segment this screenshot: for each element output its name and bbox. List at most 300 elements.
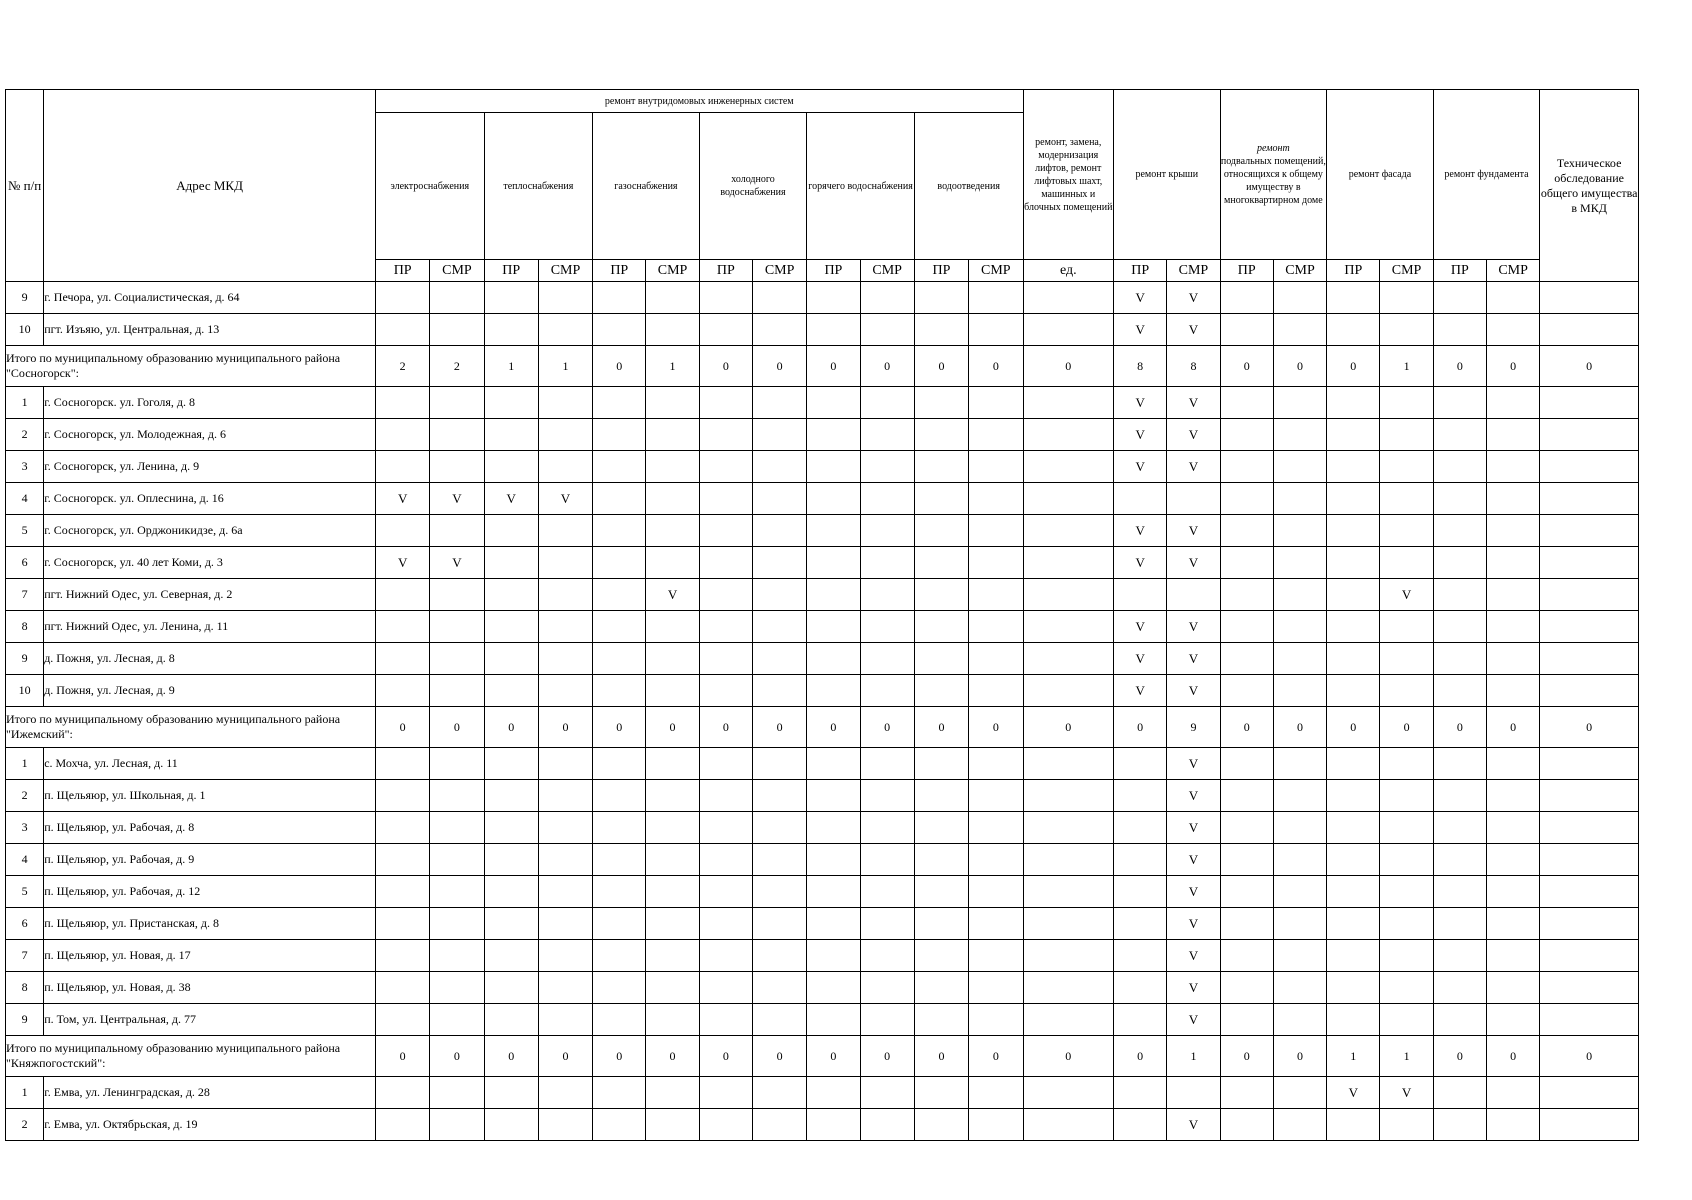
work-mark-cell xyxy=(752,1109,806,1141)
work-mark-cell xyxy=(538,579,592,611)
subtotal-value: 0 xyxy=(1023,1036,1113,1077)
work-mark-cell xyxy=(1486,579,1539,611)
work-mark-cell xyxy=(807,515,860,547)
work-mark-cell xyxy=(430,643,484,675)
work-mark-cell xyxy=(860,876,914,908)
work-mark-cell xyxy=(1380,780,1433,812)
work-mark-cell xyxy=(646,1077,699,1109)
work-mark-cell xyxy=(1114,1109,1167,1141)
work-mark-cell xyxy=(1220,387,1273,419)
subtotal-value: 0 xyxy=(699,346,752,387)
work-mark-cell xyxy=(1220,419,1273,451)
work-mark-cell xyxy=(914,515,968,547)
work-mark-cell xyxy=(538,547,592,579)
work-mark-cell: V xyxy=(1167,419,1220,451)
sub-header-gas: газоснабжения xyxy=(593,113,700,260)
work-mark-cell xyxy=(860,748,914,780)
work-mark-cell xyxy=(593,1077,646,1109)
work-mark-cell xyxy=(430,940,484,972)
subtotal-value: 0 xyxy=(699,1036,752,1077)
work-mark-cell xyxy=(1433,282,1486,314)
work-mark-cell xyxy=(1327,314,1380,346)
inspection-cell xyxy=(1540,483,1639,515)
work-mark-cell xyxy=(1220,515,1273,547)
unit-header-pr: ПР xyxy=(807,260,860,282)
work-mark-cell xyxy=(1486,1109,1539,1141)
sub-header-coldwater: холодного водоснабжения xyxy=(699,113,807,260)
work-mark-cell xyxy=(914,451,968,483)
work-mark-cell xyxy=(1433,780,1486,812)
work-mark-cell xyxy=(807,675,860,707)
work-mark-cell xyxy=(699,419,752,451)
work-mark-cell: V xyxy=(1380,1077,1433,1109)
work-mark-cell xyxy=(969,451,1023,483)
work-mark-cell xyxy=(699,844,752,876)
work-mark-cell xyxy=(1380,1109,1433,1141)
work-mark-cell: V xyxy=(376,547,430,579)
work-mark-cell xyxy=(484,780,538,812)
work-mark-cell xyxy=(914,1109,968,1141)
work-mark-cell xyxy=(538,812,592,844)
inspection-cell xyxy=(1540,1004,1639,1036)
row-number: 2 xyxy=(6,1109,44,1141)
work-mark-cell xyxy=(969,515,1023,547)
work-mark-cell xyxy=(376,876,430,908)
work-mark-cell xyxy=(914,282,968,314)
row-address: п. Щельяюр, ул. Рабочая, д. 8 xyxy=(44,812,376,844)
subtotal-value: 9 xyxy=(1167,707,1220,748)
work-mark-cell xyxy=(1220,314,1273,346)
work-mark-cell xyxy=(807,483,860,515)
work-mark-cell xyxy=(752,1077,806,1109)
work-mark-cell xyxy=(1327,748,1380,780)
work-mark-cell xyxy=(699,940,752,972)
work-mark-cell xyxy=(484,387,538,419)
work-mark-cell xyxy=(646,1109,699,1141)
work-mark-cell xyxy=(807,972,860,1004)
table-row xyxy=(6,419,1639,451)
inspection-cell xyxy=(1540,314,1639,346)
work-mark-cell xyxy=(1023,515,1113,547)
work-mark-cell xyxy=(593,1004,646,1036)
table-row xyxy=(6,748,1639,780)
work-mark-cell xyxy=(1433,579,1486,611)
work-mark-cell xyxy=(1327,780,1380,812)
work-mark-cell xyxy=(752,579,806,611)
work-mark-cell xyxy=(376,579,430,611)
inspection-cell xyxy=(1540,675,1639,707)
work-mark-cell xyxy=(914,812,968,844)
work-mark-cell xyxy=(1220,844,1273,876)
work-mark-cell xyxy=(1273,643,1326,675)
work-mark-cell xyxy=(1220,748,1273,780)
work-mark-cell xyxy=(699,451,752,483)
work-mark-cell xyxy=(1273,282,1326,314)
work-mark-cell xyxy=(860,1004,914,1036)
work-mark-cell xyxy=(1273,1077,1326,1109)
work-mark-cell xyxy=(860,387,914,419)
inspection-cell xyxy=(1540,748,1639,780)
work-mark-cell: V xyxy=(1167,748,1220,780)
work-mark-cell xyxy=(484,844,538,876)
work-mark-cell xyxy=(752,748,806,780)
work-mark-cell xyxy=(699,1109,752,1141)
work-mark-cell xyxy=(807,1109,860,1141)
work-mark-cell xyxy=(969,1004,1023,1036)
work-mark-cell xyxy=(1486,419,1539,451)
row-address: п. Щельяюр, ул. Рабочая, д. 9 xyxy=(44,844,376,876)
col-header-facade: ремонт фасада xyxy=(1327,90,1434,260)
work-mark-cell xyxy=(914,419,968,451)
sub-header-hotwater: горячего водоснабжения xyxy=(807,113,915,260)
work-mark-cell xyxy=(1380,483,1433,515)
subtotal-value: 0 xyxy=(1433,1036,1486,1077)
work-mark-cell xyxy=(1486,611,1539,643)
work-mark-cell xyxy=(1023,748,1113,780)
work-mark-cell xyxy=(807,611,860,643)
work-mark-cell xyxy=(1220,675,1273,707)
work-mark-cell xyxy=(376,515,430,547)
work-mark-cell xyxy=(1380,675,1433,707)
subtotal-value: 0 xyxy=(538,1036,592,1077)
row-number: 8 xyxy=(6,611,44,643)
subtotal-value: 0 xyxy=(593,707,646,748)
work-mark-cell xyxy=(646,611,699,643)
work-mark-cell xyxy=(1327,908,1380,940)
work-mark-cell xyxy=(1220,1077,1273,1109)
table-row xyxy=(6,611,1639,643)
work-mark-cell xyxy=(807,908,860,940)
work-mark-cell xyxy=(752,451,806,483)
work-mark-cell xyxy=(1114,748,1167,780)
work-mark-cell xyxy=(430,780,484,812)
work-mark-cell xyxy=(1433,1004,1486,1036)
work-mark-cell xyxy=(969,282,1023,314)
work-mark-cell xyxy=(538,611,592,643)
work-mark-cell xyxy=(593,387,646,419)
subtotal-value: 2 xyxy=(376,346,430,387)
work-mark-cell xyxy=(1114,579,1167,611)
work-mark-cell xyxy=(969,940,1023,972)
work-mark-cell xyxy=(1114,876,1167,908)
work-mark-cell xyxy=(1023,675,1113,707)
inspection-cell xyxy=(1540,451,1639,483)
subtotal-value: 1 xyxy=(1380,346,1433,387)
work-mark-cell xyxy=(1273,1109,1326,1141)
work-mark-cell xyxy=(969,972,1023,1004)
work-mark-cell xyxy=(969,611,1023,643)
row-address: п. Щельяюр, ул. Пристанская, д. 8 xyxy=(44,908,376,940)
work-mark-cell xyxy=(1273,419,1326,451)
subtotal-value: 0 xyxy=(593,346,646,387)
work-mark-cell xyxy=(1486,675,1539,707)
work-mark-cell xyxy=(430,282,484,314)
work-mark-cell xyxy=(593,451,646,483)
work-mark-cell xyxy=(860,812,914,844)
work-mark-cell xyxy=(430,387,484,419)
unit-header-pr: ПР xyxy=(1433,260,1486,282)
row-address: г. Сосногорск. ул. Гоголя, д. 8 xyxy=(44,387,376,419)
work-mark-cell xyxy=(699,611,752,643)
work-mark-cell xyxy=(1220,547,1273,579)
work-mark-cell xyxy=(1023,1004,1113,1036)
work-mark-cell xyxy=(1433,387,1486,419)
work-mark-cell xyxy=(1327,483,1380,515)
subtotal-value: 0 xyxy=(1114,707,1167,748)
work-mark-cell xyxy=(593,547,646,579)
subtotal-value: 0 xyxy=(807,707,860,748)
work-mark-cell xyxy=(1023,611,1113,643)
unit-header-smr: СМР xyxy=(1273,260,1326,282)
row-address: пгт. Нижний Одес, ул. Северная, д. 2 xyxy=(44,579,376,611)
work-mark-cell xyxy=(646,844,699,876)
work-mark-cell xyxy=(538,515,592,547)
work-mark-cell: V xyxy=(1167,282,1220,314)
row-number: 10 xyxy=(6,314,44,346)
row-number: 7 xyxy=(6,940,44,972)
work-mark-cell xyxy=(1220,876,1273,908)
work-mark-cell xyxy=(969,547,1023,579)
inspection-cell xyxy=(1540,643,1639,675)
work-mark-cell xyxy=(807,940,860,972)
work-mark-cell xyxy=(1380,515,1433,547)
work-mark-cell xyxy=(484,1077,538,1109)
row-address: д. Пожня, ул. Лесная, д. 9 xyxy=(44,675,376,707)
work-mark-cell xyxy=(1327,579,1380,611)
work-mark-cell xyxy=(752,419,806,451)
unit-header-smr: СМР xyxy=(538,260,592,282)
work-mark-cell xyxy=(430,515,484,547)
work-mark-cell xyxy=(807,812,860,844)
work-mark-cell xyxy=(699,579,752,611)
work-mark-cell xyxy=(646,387,699,419)
unit-header-pr: ПР xyxy=(484,260,538,282)
work-mark-cell xyxy=(1486,908,1539,940)
work-mark-cell xyxy=(1114,780,1167,812)
work-mark-cell xyxy=(646,282,699,314)
work-mark-cell xyxy=(699,483,752,515)
subtotal-value: 0 xyxy=(860,346,914,387)
work-mark-cell xyxy=(1273,876,1326,908)
row-address: п. Том, ул. Центральная, д. 77 xyxy=(44,1004,376,1036)
work-mark-cell xyxy=(1433,611,1486,643)
subtotal-value: 2 xyxy=(430,346,484,387)
repair-schedule-table xyxy=(5,89,1639,1141)
work-mark-cell xyxy=(1380,451,1433,483)
work-mark-cell xyxy=(1380,547,1433,579)
work-mark-cell xyxy=(1486,940,1539,972)
work-mark-cell xyxy=(1273,483,1326,515)
inspection-cell xyxy=(1540,812,1639,844)
work-mark-cell xyxy=(1433,314,1486,346)
subtotal-value: 0 xyxy=(376,707,430,748)
work-mark-cell xyxy=(1327,515,1380,547)
subtotal-value: 0 xyxy=(699,707,752,748)
work-mark-cell xyxy=(914,387,968,419)
work-mark-cell xyxy=(593,675,646,707)
work-mark-cell xyxy=(430,314,484,346)
work-mark-cell xyxy=(593,940,646,972)
row-number: 3 xyxy=(6,451,44,483)
work-mark-cell xyxy=(1167,579,1220,611)
work-mark-cell xyxy=(376,675,430,707)
row-address: г. Сосногорск, ул. Молодежная, д. 6 xyxy=(44,419,376,451)
work-mark-cell xyxy=(1167,1077,1220,1109)
row-number: 8 xyxy=(6,972,44,1004)
work-mark-cell xyxy=(969,876,1023,908)
work-mark-cell xyxy=(646,812,699,844)
work-mark-cell xyxy=(1433,547,1486,579)
basement-header-prefix: ремонт xyxy=(1256,143,1290,154)
row-address: г. Емва, ул. Ленинградская, д. 28 xyxy=(44,1077,376,1109)
work-mark-cell xyxy=(538,908,592,940)
work-mark-cell xyxy=(1380,812,1433,844)
work-mark-cell xyxy=(1327,876,1380,908)
work-mark-cell xyxy=(1220,940,1273,972)
work-mark-cell xyxy=(1023,314,1113,346)
work-mark-cell xyxy=(1433,483,1486,515)
table-body xyxy=(6,282,1639,1141)
subtotal-value: 0 xyxy=(1023,707,1113,748)
row-address: п. Щельяюр, ул. Рабочая, д. 12 xyxy=(44,876,376,908)
work-mark-cell xyxy=(752,547,806,579)
work-mark-cell xyxy=(1327,844,1380,876)
work-mark-cell xyxy=(376,451,430,483)
work-mark-cell xyxy=(807,282,860,314)
work-mark-cell xyxy=(1433,451,1486,483)
work-mark-cell xyxy=(914,844,968,876)
subtotal-value: 0 xyxy=(1486,1036,1539,1077)
work-mark-cell xyxy=(593,282,646,314)
work-mark-cell: V xyxy=(1167,451,1220,483)
subtotal-value: 0 xyxy=(752,707,806,748)
work-mark-cell xyxy=(1433,972,1486,1004)
row-address: с. Мохча, ул. Лесная, д. 11 xyxy=(44,748,376,780)
work-mark-cell xyxy=(430,844,484,876)
work-mark-cell xyxy=(593,419,646,451)
work-mark-cell xyxy=(484,908,538,940)
work-mark-cell xyxy=(593,643,646,675)
work-mark-cell xyxy=(593,748,646,780)
work-mark-cell xyxy=(752,314,806,346)
work-mark-cell xyxy=(376,1109,430,1141)
work-mark-cell xyxy=(752,643,806,675)
work-mark-cell: V xyxy=(1114,314,1167,346)
work-mark-cell xyxy=(969,579,1023,611)
work-mark-cell xyxy=(699,908,752,940)
inspection-cell xyxy=(1540,1077,1639,1109)
row-number: 9 xyxy=(6,282,44,314)
row-address: г. Сосногорск, ул. Орджоникидзе, д. 6а xyxy=(44,515,376,547)
work-mark-cell xyxy=(484,748,538,780)
work-mark-cell xyxy=(860,844,914,876)
unit-header-smr: СМР xyxy=(1486,260,1539,282)
work-mark-cell xyxy=(699,812,752,844)
inspection-cell xyxy=(1540,780,1639,812)
work-mark-cell: V xyxy=(1327,1077,1380,1109)
work-mark-cell xyxy=(860,515,914,547)
unit-header-pr: ПР xyxy=(1327,260,1380,282)
work-mark-cell xyxy=(1433,1109,1486,1141)
work-mark-cell xyxy=(1220,483,1273,515)
work-mark-cell xyxy=(860,1077,914,1109)
row-number: 2 xyxy=(6,419,44,451)
work-mark-cell xyxy=(1114,1077,1167,1109)
work-mark-cell xyxy=(1114,844,1167,876)
work-mark-cell xyxy=(376,972,430,1004)
work-mark-cell xyxy=(1486,515,1539,547)
work-mark-cell xyxy=(1327,282,1380,314)
work-mark-cell xyxy=(1023,643,1113,675)
work-mark-cell xyxy=(752,611,806,643)
subtotal-value: 0 xyxy=(430,707,484,748)
work-mark-cell xyxy=(1023,844,1113,876)
work-mark-cell xyxy=(430,579,484,611)
row-number: 1 xyxy=(6,748,44,780)
subtotal-row xyxy=(6,1036,1639,1077)
work-mark-cell xyxy=(1433,876,1486,908)
work-mark-cell xyxy=(1486,812,1539,844)
work-mark-cell: V xyxy=(1167,972,1220,1004)
subtotal-value: 0 xyxy=(969,1036,1023,1077)
work-mark-cell xyxy=(699,282,752,314)
work-mark-cell xyxy=(807,451,860,483)
work-mark-cell xyxy=(860,643,914,675)
work-mark-cell xyxy=(538,972,592,1004)
subtotal-value: 0 xyxy=(1114,1036,1167,1077)
subtotal-value: 0 xyxy=(1327,346,1380,387)
work-mark-cell xyxy=(538,1109,592,1141)
work-mark-cell xyxy=(752,675,806,707)
table-row xyxy=(6,1077,1639,1109)
work-mark-cell xyxy=(860,940,914,972)
table-row xyxy=(6,282,1639,314)
work-mark-cell xyxy=(1023,940,1113,972)
work-mark-cell xyxy=(538,387,592,419)
work-mark-cell xyxy=(538,419,592,451)
inspection-cell xyxy=(1540,611,1639,643)
work-mark-cell xyxy=(1273,780,1326,812)
subtotal-value: 1 xyxy=(646,346,699,387)
unit-header-smr: СМР xyxy=(860,260,914,282)
unit-header-pr: ПР xyxy=(699,260,752,282)
inspection-cell xyxy=(1540,1109,1639,1141)
subtotal-value: 0 xyxy=(969,346,1023,387)
work-mark-cell xyxy=(807,387,860,419)
table-row xyxy=(6,780,1639,812)
inspection-cell xyxy=(1540,547,1639,579)
work-mark-cell xyxy=(646,675,699,707)
row-address: д. Пожня, ул. Лесная, д. 8 xyxy=(44,643,376,675)
work-mark-cell: V xyxy=(1167,780,1220,812)
subtotal-value: 0 xyxy=(860,1036,914,1077)
work-mark-cell xyxy=(1220,451,1273,483)
col-header-basement xyxy=(1220,90,1327,260)
work-mark-cell xyxy=(969,314,1023,346)
row-address: п. Щельяюр, ул. Новая, д. 38 xyxy=(44,972,376,1004)
subtotal-value: 0 xyxy=(376,1036,430,1077)
table-row xyxy=(6,876,1639,908)
col-header-roof: ремонт крыши xyxy=(1114,90,1221,260)
work-mark-cell xyxy=(646,940,699,972)
work-mark-cell xyxy=(430,1109,484,1141)
work-mark-cell xyxy=(593,780,646,812)
work-mark-cell xyxy=(1220,780,1273,812)
table-row xyxy=(6,1004,1639,1036)
row-number: 10 xyxy=(6,675,44,707)
row-address: г. Сосногорск, ул. Ленина, д. 9 xyxy=(44,451,376,483)
work-mark-cell: V xyxy=(538,483,592,515)
